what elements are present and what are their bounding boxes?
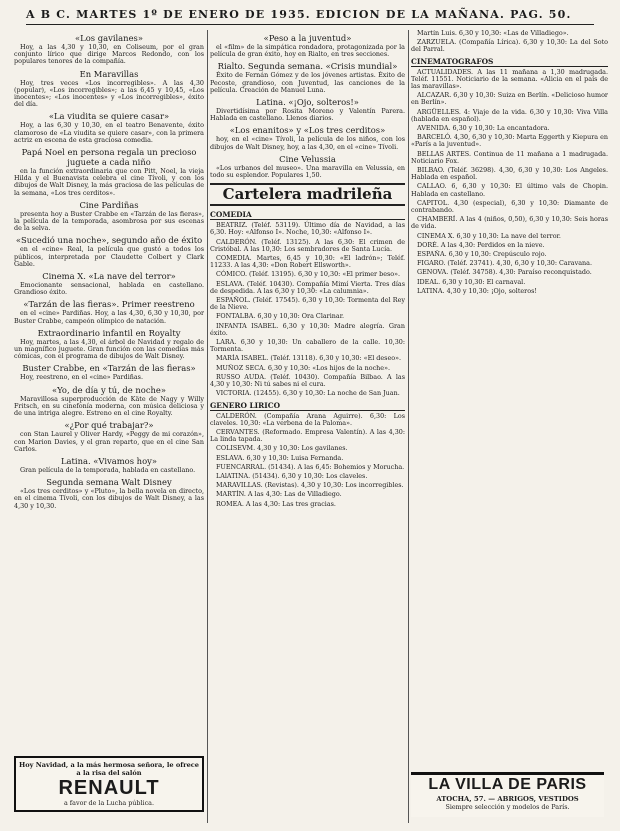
section-cinematografos: CINEMATOGRAFOS (411, 57, 608, 67)
article-body: en el «cine» Pardiñas. Hoy, a las 4,30, 6,30 y 10,30, por Buster Crabbe, campeón olímpico de natación. (14, 309, 204, 325)
listing-entry: ZARZUELA. (Compañía Lírica). 6,30 y 10,30: La del Soto del Parral. (411, 38, 608, 54)
listing-entry: CALDERÓN. (Compañía Arana Aguirre). 6,30: Los claveles. 10,30: «La verbena de la Paloma». (210, 411, 405, 427)
column-2-notices (210, 33, 405, 179)
article-heading: «Yo, de día y tú, de noche» (51, 384, 167, 395)
listing-entry: MARTÍN. A las 4,30: Las de Villadiego. (216, 490, 342, 499)
villa-ad-name: LA VILLA DE PARIS (428, 776, 587, 793)
listing-entry: ESPAÑOL. (Teléf. 17545). 6,30 y 10,30: Tormenta del Rey de la Nieve. (210, 296, 405, 312)
cinema-listings (411, 69, 608, 295)
listing-entry: CERVANTES. (Reformado. Empresa Valentín). A las 4,30: La linda tapada. (210, 427, 405, 444)
header-text: A B C. MARTES 1º DE ENERO DE 1935. EDICION DE LA MAÑANA. PAG. 50. (26, 8, 572, 21)
listing-entry: MUÑOZ SECA. 6,30 y 10,30: «Los hijos de la noche». (216, 363, 391, 372)
cartelera-title: Cartelera madrileña (210, 183, 405, 206)
listing-entry: ESPAÑA. 6,30 y 10,30: Crepúsculo rojo. (417, 250, 547, 259)
article-body: Hoy, a las 4,30 y 10,30, en Coliseum, por el gran conjunto lírico que dirige Marcos Redondo, con los populares tenores de la compañía. (14, 43, 204, 66)
article-heading: En Maravillas (79, 68, 139, 79)
listing-entry: FUENCARRAL. (51434). A las 6,45: Bohemios y Morucha. (216, 462, 405, 471)
lirico-listings (210, 413, 405, 508)
listing-entry: LATINA. 4,30 y 10,30: ¡Ojo, solteros! (417, 286, 537, 295)
listing-entry: GENOVA. (Teléf. 34758). 4,30: Paraíso reconquistado. (417, 268, 592, 277)
listing-entry: COLISEVM. 4,30 y 10,30: Los gavilanes. (216, 444, 348, 453)
listing-entry: LAlATINA. (51434). 6,30 y 10,30: Los claveles. (216, 471, 368, 480)
listing-entry: ALCAZAR. 6,30 y 10,30: Suiza en Berlín. «Delicioso humor en Berlín». (411, 91, 608, 107)
page-header (26, 8, 594, 25)
listing-entry: BARCELÓ. 4,30, 6,30 y 10,30: Marta Eggerth y Kiepura en «París a la juventud». (411, 133, 608, 149)
article-heading: Rialto. Segunda semana. «Crisis mundial» (217, 61, 398, 72)
article-heading: Extraordinario infantil en Royalty (37, 327, 181, 338)
listing-entry: BILBAO. (Teléf. 36298). 4,30, 6,30 y 10,30: Los Angeles. Hablada en español. (411, 166, 608, 182)
article-body: «Los tres cerditos» y «Pluto», la bella novela en directo, en el cinema Tívoli, con los dibujos de Walt Disney, a las 4,30 y 10,30. (14, 487, 204, 510)
article-body: Divertidísima por Rosita Moreno y Valentín Parera. Hablada en castellano. Llenos diarios. (210, 107, 405, 123)
article-body: hoy, en el «cine» Tívoli, la película de los niños, con los dibujos de Walt Disney, hoy, a las 4,30, en el «cine» Tívoli. (210, 135, 405, 151)
renault-ad-brand: RENAULT (58, 777, 160, 799)
villa-de-paris-advertisement (411, 772, 604, 817)
section-genero-lirico: GENERO LIRICO (210, 401, 405, 411)
article-heading: Papá Noel en persona regala un precioso juguete a cada niño (21, 147, 197, 168)
renault-advertisement (14, 756, 204, 812)
listing-entry: IDEAL. 6,30 y 10,30: El carnaval. (417, 277, 526, 286)
column-rule-2 (408, 30, 409, 823)
article-heading: «¿Por qué trabajar?» (64, 420, 154, 431)
article-body: Emocionante sensacional, hablada en castellano. Grandioso éxito. (14, 281, 204, 297)
listing-entry: RUSSO AUDA. (Teléf. 10430). Compañía Bilbao. A las 4,30 y 10,30: Ni tú sabes ni el cura. (210, 372, 405, 389)
listing-entry: ESLAVA. (Teléf. 10430). Compañía Mimí Vierta. Tres días de despedida. A las 6,30 y 10,30: «La calumnia». (210, 279, 405, 295)
article-body: con Stan Laurel y Oliver Hardy, «Peggy de mi corazón», con Marion Davies, y el gran reparto, que en el cine San Carlos. (14, 430, 204, 453)
listing-entry: AVENIDA. 6,30 y 10,30: La encantadora. (417, 124, 550, 133)
column-2 (210, 30, 405, 823)
article-heading: Cine Pardiñas (79, 199, 139, 210)
comedia-listings (210, 222, 405, 397)
article-heading: «Sucedió una noche», segundo año de éxito (15, 235, 203, 246)
column-1 (14, 30, 204, 823)
villa-ad-address: ATOCHA, 57. — ABRIGOS, VESTIDOS (436, 795, 579, 803)
article-heading: «Los gavilanes» (75, 33, 143, 43)
article-body: el «film» de la simpática rondadora, protagonizada por la película de gran éxito, hoy en Rialto, en tres secciones. (210, 43, 405, 59)
listing-entry: LARA. 6,30 y 10,30: Un caballero de la calle. 10,30: Tormenta. (210, 338, 405, 354)
article-heading: Latina. «¡Ojo, solteros!» (256, 97, 359, 108)
article-body: Hoy, reestreno, en el «cine» Pardiñas. (20, 373, 143, 382)
article-body: Hoy, martes, a las 4,30, el árbol de Navidad y regalo de un magnífico juguete. Gran función con las comedias más cómicas, con el programa de dibujos de Walt Disney. (14, 337, 204, 361)
listing-entry: INFANTA ISABEL. 6,30 y 10,30: Madre alegría. Gran éxito. (210, 321, 405, 337)
article-body: en la función extraordinaria que con Pitt, Noel, la vieja Hilda y el Buenavista celebra el cine Tívoli, y con los dibujos de Walt Disney, la más graciosa de las películas de la semana, «Los tres cerditos». (14, 167, 204, 197)
article-heading: Latina. «Vivamos hoy» (61, 455, 157, 466)
listing-entry: BELLAS ARTES. Continua de 11 mañana a 1 madrugada. Noticiario Fox. (411, 149, 608, 165)
article-body: Hoy, a las 6,30 y 10,30, en el teatro Benavente, éxito clamoroso de «La viudita se quiere casar», con la primera actriz en escena de esta graciosa comedia. (14, 121, 204, 144)
article-heading: Buster Crabbe, en «Tarzán de las fieras» (22, 363, 196, 374)
article-body: Éxito de Fernán Gómez y de los jóvenes artistas. Éxito de Pecoste, grandioso, con Juventud, las canciones de la película. Creación de Manuel Luna. (210, 71, 405, 94)
renault-ad-top: Hoy Navidad, a la más hermosa señora, le ofrece a la risa del salón (18, 761, 200, 777)
article-body: Maravillosa superproducción de Käte de Nagy y Willy Fritsch, en su cinefonía moderna, con música deliciosa y de una intriga alegre. Estreno en el cine Royalty. (14, 394, 204, 418)
column-3 (411, 30, 608, 823)
listing-entry: VICTORIA. (12455). 6,30 y 10,30: La noche de San Juan. (216, 389, 400, 398)
listing-entry: FIGARO. (Teléf. 23741). 4,30, 6,30 y 10,30: Caravana. (417, 259, 592, 268)
listing-entry: Martín Luis. 6,30 y 10,30: «Las de Villadiego». (417, 30, 569, 37)
listing-entry: DORÉ. A las 4,30: Perdidos en la nieve. (417, 240, 545, 249)
article-heading: «La viudita se quiere casar» (48, 111, 170, 122)
article-heading: «Peso a la juventud» (263, 33, 352, 43)
listing-entry: ACTUALIDADES. A las 11 mañana a 1,30 madrugada. Teléf. 11551. Noticiario de la semana. «Alicia en el país de las maravillas». (411, 67, 608, 91)
listing-entry: ARGÜELLES. 4: Viaje de la vida. 6,30 y 10,30: Viva Villa (hablada en español). (411, 107, 608, 123)
article-heading: Segunda semana Walt Disney (46, 477, 172, 488)
article-body: «Los urbanos del museo». Una maravilla en Velussia, en todo su esplendor. Populares 1,50. (210, 163, 405, 180)
listing-entry: CINEMA X. 6,30 y 10,30: La nave del terror. (417, 231, 561, 240)
listing-entry: CALDERÓN. (Teléf. 13125). A las 6,30: El crimen de Cristóbal. A las 10,30: Los sembradores de Santa Lucía. (210, 237, 405, 253)
article-heading: Cinema X. «La nave del terror» (42, 271, 176, 282)
section-comedia: COMEDIA (210, 210, 405, 220)
article-heading: Cine Velussia (279, 153, 336, 164)
listing-entry: ESLAVA. 6,30 y 10,30: Luisa Fernanda. (216, 453, 344, 462)
article-body: en el «cine» Real, la película que gustó a todos los públicos, interpretada por Claudette Colbert y Clark Gable. (14, 245, 204, 268)
article-heading: «Tarzán de las fieras». Primer reestreno (23, 299, 195, 310)
villa-ad-tagline: Siempre selección y modelos de París. (445, 803, 570, 811)
article-body: presenta hoy a Buster Crabbe en «Tarzán de las fieras», la película de la temporada, asombrosa por sus escenas de la selva. (14, 209, 204, 233)
listing-entry: CÓMICO. (Teléf. 13195). 6,30 y 10,30: «El primer beso». (216, 270, 401, 279)
listing-entry: ROMEA. A las 4,30: Las tres gracias. (216, 499, 336, 508)
listing-entry: BEATRIZ. (Teléf. 53119). Último día de Navidad, a las 6,30. Hoy: «Alfonso I». Noche, 10,30: «Alfonso I». (210, 221, 405, 237)
listing-entry: CALLAO. 6, 6,30 y 10,30: El último vals de Chopin. Hablada en castellano. (411, 182, 608, 198)
renault-ad-bottom: a favor de la Lucha pública. (63, 799, 155, 807)
listing-entry: FONTALBA. 6,30 y 10,30: Ora Clarinar. (216, 312, 345, 321)
column-rule-1 (207, 30, 208, 823)
article-heading: «Los enanitos» y «Los tres cerditos» (229, 125, 386, 136)
column-3-top-listings (411, 30, 608, 54)
listing-entry: MARÍA ISABEL. (Teléf. 13118). 6,30 y 10,30: «El deseo». (216, 354, 402, 363)
listing-entry: COMEDIA. Martes, 6,45 y 10,30: «El ladrón»; Teléf. 11233. A las 4,30: «Don Robert Ellsworth». (210, 254, 405, 270)
listing-entry: CAPITOL. 4,30 (especial), 6,30 y 10,30: Diamante de contrabando. (411, 198, 608, 215)
listing-entry: MARAVILLAS. (Revistas). 4,30 y 10,30: Los incorregibles. (216, 481, 404, 490)
article-body: Gran película de la temporada, hablada en castellano. (20, 465, 196, 474)
listing-entry: CHAMBERÍ. A las 4 (niños, 0,50), 6,30 y 10,30: Seis horas de vida. (411, 215, 608, 231)
article-body: Hoy, tres veces «Los incorregibles». A las 4,30 (popular), «Los incorregibles»; a las 6,45 y 10,45, «Los inocentes»; «Los inocentes» y «Los incorregibles», éxito del día. (14, 78, 204, 109)
